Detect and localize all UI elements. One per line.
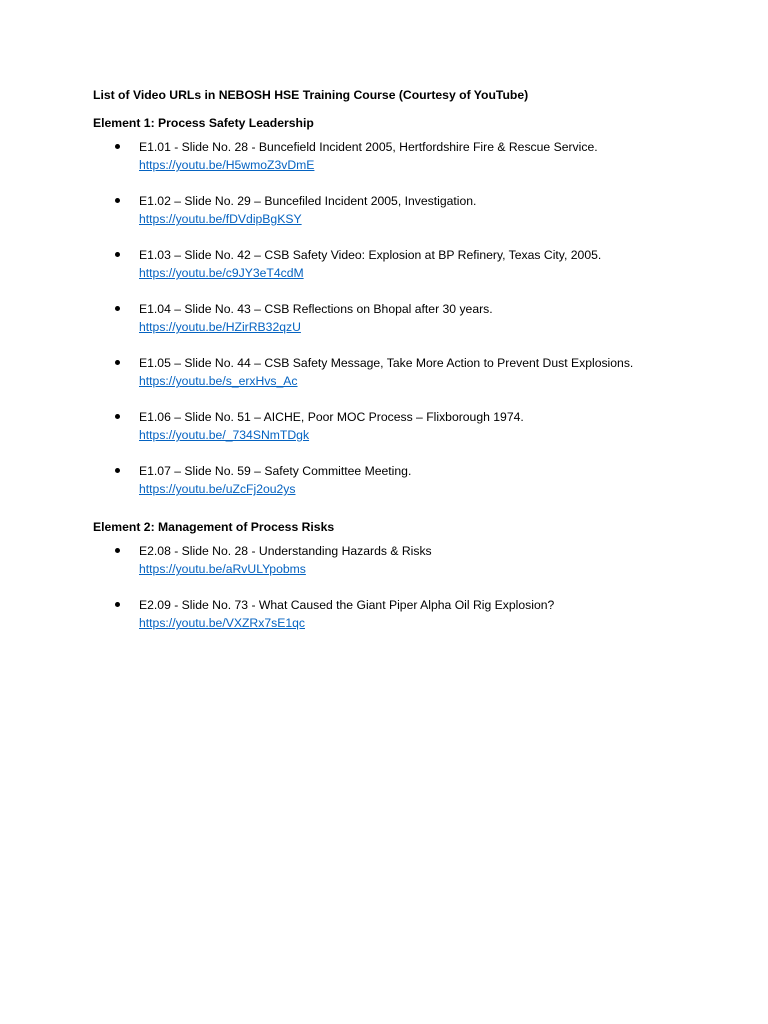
bullet-icon — [115, 468, 120, 473]
video-title: E2.09 - Slide No. 73 - What Caused the Giant Piper Alpha Oil Rig Explosion? — [139, 598, 555, 612]
bullet-icon — [115, 414, 120, 419]
section-heading-element-2: Element 2: Management of Process Risks — [93, 520, 335, 534]
bullet-icon — [115, 548, 120, 553]
bullet-icon — [115, 198, 120, 203]
list-item — [93, 354, 713, 390]
bullet-icon — [115, 602, 120, 607]
list-item — [93, 138, 713, 174]
video-link[interactable]: https://youtu.be/c9JY3eT4cdM — [139, 266, 304, 280]
video-title: E1.01 - Slide No. 28 - Buncefield Incident 2005, Hertfordshire Fire & Rescue Service. — [139, 140, 598, 154]
bullet-icon — [115, 144, 120, 149]
video-link[interactable]: https://youtu.be/fDVdipBgKSY — [139, 212, 302, 226]
video-link[interactable]: https://youtu.be/H5wmoZ3vDmE — [139, 158, 315, 172]
list-item — [93, 246, 713, 282]
list-item — [93, 408, 713, 444]
list-item — [93, 542, 713, 578]
video-title: E1.07 – Slide No. 59 – Safety Committee Meeting. — [139, 464, 412, 478]
video-link[interactable]: https://youtu.be/s_erxHvs_Ac — [139, 374, 298, 388]
video-list-element-1 — [93, 138, 713, 498]
video-title: E1.02 – Slide No. 29 – Buncefiled Incident 2005, Investigation. — [139, 194, 477, 208]
video-link[interactable]: https://youtu.be/aRvULYpobms — [139, 562, 306, 576]
list-item — [93, 596, 713, 632]
video-link[interactable]: https://youtu.be/VXZRx7sE1qc — [139, 616, 305, 630]
video-link[interactable]: https://youtu.be/uZcFj2ou2ys — [139, 482, 296, 496]
list-item — [93, 300, 713, 336]
bullet-icon — [115, 306, 120, 311]
video-title: E2.08 - Slide No. 28 - Understanding Hazards & Risks — [139, 544, 432, 558]
video-title: E1.06 – Slide No. 51 – AICHE, Poor MOC Process – Flixborough 1974. — [139, 410, 524, 424]
video-title: E1.05 – Slide No. 44 – CSB Safety Message, Take More Action to Prevent Dust Explosions. — [139, 356, 634, 370]
video-list-element-2 — [93, 542, 713, 632]
list-item — [93, 462, 713, 498]
video-link[interactable]: https://youtu.be/HZirRB32qzU — [139, 320, 301, 334]
list-item — [93, 192, 713, 228]
document-content — [93, 86, 713, 632]
document-title: List of Video URLs in NEBOSH HSE Training Course (Courtesy of YouTube) — [93, 88, 529, 102]
video-link[interactable]: https://youtu.be/_734SNmTDgk — [139, 428, 310, 442]
video-title: E1.03 – Slide No. 42 – CSB Safety Video: Explosion at BP Refinery, Texas City, 2005. — [139, 248, 602, 262]
bullet-icon — [115, 252, 120, 257]
section-heading-element-1: Element 1: Process Safety Leadership — [93, 116, 314, 130]
bullet-icon — [115, 360, 120, 365]
video-title: E1.04 – Slide No. 43 – CSB Reflections on Bhopal after 30 years. — [139, 302, 493, 316]
